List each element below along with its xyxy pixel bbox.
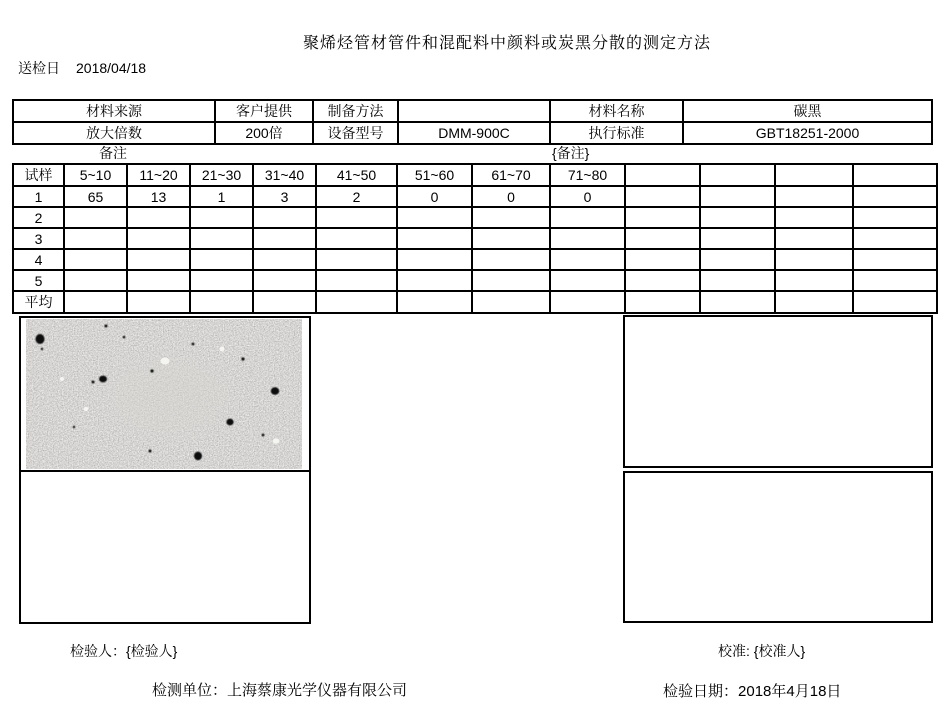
cell: 3 [13,228,64,249]
cell [550,270,625,291]
cell [853,228,937,249]
prep-method-label: 制备方法 [313,100,398,122]
cell [253,291,316,313]
cell [190,249,253,270]
cell: 65 [64,186,127,207]
cell [853,207,937,228]
material-name-value: 碳黑 [683,100,932,122]
cell [397,291,472,313]
table-row [13,207,937,228]
cell [316,228,397,249]
cell [550,207,625,228]
material-source-label: 材料来源 [13,100,215,122]
cell [550,249,625,270]
cell [190,291,253,313]
cell: 0 [472,186,550,207]
cell: 1 [190,186,253,207]
cell [775,249,853,270]
cell [700,207,775,228]
inspection-date-line [663,680,841,701]
material-name-label: 材料名称 [550,100,683,122]
cell [190,228,253,249]
magnification-label: 放大倍数 [13,122,215,144]
table-row [13,228,937,249]
right-empty-panel-top [623,315,933,468]
calibrator-value: {校准人} [753,643,806,659]
column-header: 51~60 [397,164,472,186]
column-header [775,164,853,186]
column-header [853,164,937,186]
calibrator-label: 校准: [718,643,754,659]
cell [472,291,550,313]
cell [700,270,775,291]
column-header: 61~70 [472,164,550,186]
testing-unit-value: 上海蔡康光学仪器有限公司 [227,682,408,699]
info-row [13,100,932,122]
cell [127,249,190,270]
remark-label: 备注 [99,145,127,161]
cell [775,207,853,228]
cell [127,270,190,291]
cell [472,207,550,228]
testing-unit-line [152,679,407,700]
cell [397,249,472,270]
cell [253,270,316,291]
device-model-value: DMM-900C [398,122,550,144]
cell: 0 [397,186,472,207]
dispersion-body [13,186,937,313]
column-header: 71~80 [550,164,625,186]
cell [775,270,853,291]
cell [625,207,700,228]
cell [397,270,472,291]
cell [775,291,853,313]
cell: 2 [13,207,64,228]
column-header: 21~30 [190,164,253,186]
cell [127,228,190,249]
cell: 2 [316,186,397,207]
table-row [13,186,937,207]
cell: 13 [127,186,190,207]
cell [397,228,472,249]
cell [472,228,550,249]
cell [316,270,397,291]
remark-placeholder: {备注} [552,145,590,161]
cell [316,249,397,270]
cell [64,228,127,249]
column-header: 试样 [13,164,64,186]
cell [625,291,700,313]
column-header: 5~10 [64,164,127,186]
standard-value: GBT18251-2000 [683,122,932,144]
cell [472,249,550,270]
column-header: 31~40 [253,164,316,186]
column-header: 11~20 [127,164,190,186]
dispersion-header-row [13,164,937,186]
standard-label: 执行标准 [550,122,683,144]
page-title: 聚烯烃管材管件和混配料中颜料或炭黑分散的测定方法 [303,35,712,52]
cell [253,228,316,249]
cell [700,291,775,313]
cell [64,207,127,228]
cell [397,207,472,228]
column-header [700,164,775,186]
micrograph-empty-cell [21,474,309,622]
cell [853,291,937,313]
cell [253,249,316,270]
cell [190,207,253,228]
cell [316,207,397,228]
inspection-date-label: 检验日期： [663,683,739,700]
cell [64,291,127,313]
cell [853,186,937,207]
material-info-table [12,99,933,145]
cell: 4 [13,249,64,270]
inspector-line [70,641,177,661]
cell: 0 [550,186,625,207]
column-header [625,164,700,186]
info-row [13,122,932,144]
cell [550,228,625,249]
cell: 1 [13,186,64,207]
cell [127,291,190,313]
micrograph-cell [21,318,309,472]
prep-method-value [398,100,550,122]
submission-date-label: 送检日 [18,60,60,76]
cell: 5 [13,270,64,291]
inspector-label: 检验人： [70,643,126,659]
cell [127,207,190,228]
cell [190,270,253,291]
inspector-value: {检验人} [126,643,178,659]
micrograph-panel [19,316,311,624]
table-row [13,249,937,270]
cell [625,249,700,270]
cell [625,270,700,291]
material-source-value: 客户提供 [215,100,313,122]
column-header: 41~50 [316,164,397,186]
cell [700,249,775,270]
cell [775,228,853,249]
micrograph-image [26,319,302,469]
table-row [13,270,937,291]
submission-date-value: 2018/04/18 [76,60,147,76]
table-row [13,291,937,313]
cell [550,291,625,313]
submission-date-line [18,58,146,78]
cell [64,270,127,291]
cell [700,186,775,207]
cell [472,270,550,291]
cell [316,291,397,313]
dispersion-count-table [12,163,938,314]
right-empty-panel-bottom [623,471,933,623]
inspection-date-value: 2018年4月18日 [738,683,842,700]
cell [64,249,127,270]
cell [775,186,853,207]
cell [700,228,775,249]
cell [853,270,937,291]
cell: 平均 [13,291,64,313]
cell [625,186,700,207]
magnification-value: 200倍 [215,122,313,144]
testing-unit-label: 检测单位： [152,682,228,699]
cell: 3 [253,186,316,207]
cell [625,228,700,249]
cell [853,249,937,270]
calibrator-line [718,641,805,661]
device-model-label: 设备型号 [313,122,398,144]
cell [253,207,316,228]
